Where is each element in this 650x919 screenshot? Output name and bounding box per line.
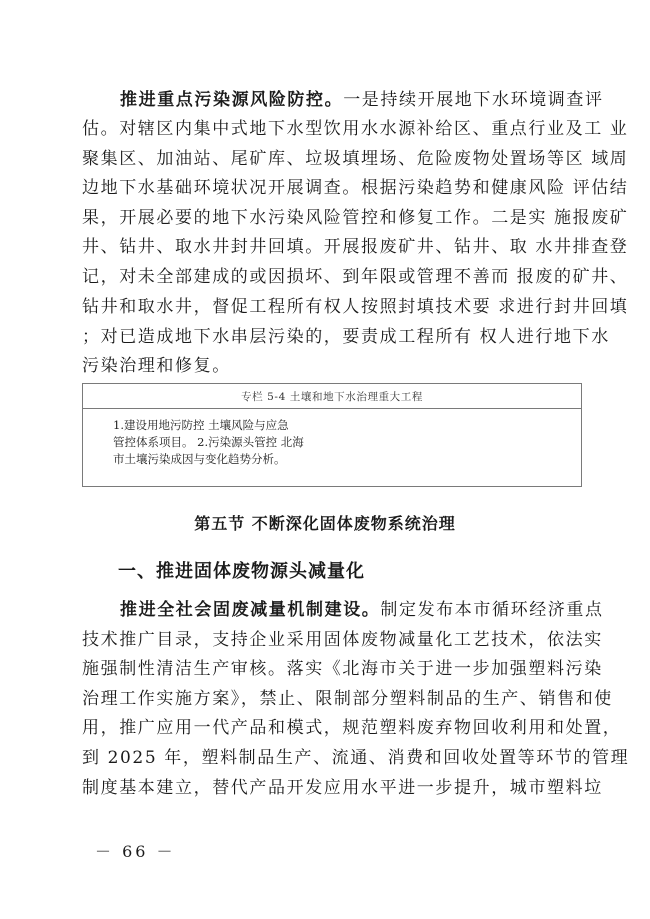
- para1-line: 污染治理和修复。: [82, 356, 231, 376]
- para1-line: 边地下水基础环境状况开展调查。根据污染趋势和健康风险 评估结: [82, 178, 629, 198]
- para2-line: 技术推广目录，支持企业采用固体废物减量化工艺技术，依法实: [82, 630, 603, 650]
- page-number: － 66 －: [95, 842, 176, 861]
- para2-first-line: [120, 600, 604, 620]
- para1-line: 聚集区、加油站、尾矿库、垃圾填埋场、危险废物处置场等区 域周: [82, 149, 629, 169]
- box-line: 市土壤污染成因与变化趋势分析。: [113, 452, 286, 466]
- box-line: 管控体系项目。 2.污染源头管控 北海: [113, 435, 304, 449]
- subsection-title: 一、推进固体废物源头减量化: [118, 561, 365, 582]
- box-line: 1.建设用地污防控 土壤风险与应急: [113, 418, 289, 432]
- para2-line: 用，推广应用一代产品和模式，规范塑料废弃物回收利用和处置，: [82, 718, 622, 738]
- para2-line: 治理工作实施方案》，禁止、限制部分塑料制品的生产、销售和使: [82, 689, 613, 709]
- section-title: 第五节 不断深化固体废物系统治理: [194, 514, 456, 533]
- para2-first-line-rest: 制定发布本市循环经济重点: [380, 600, 604, 620]
- para1-line: ；对已造成地下水串层污染的，要责成工程所有 权人进行地下水: [82, 327, 610, 347]
- para1-first-line: [120, 90, 604, 110]
- para1-line: 果，开展必要的地下水污染风险管控和修复工作。二是实 施报废矿: [82, 208, 629, 228]
- project-column-box: [82, 383, 582, 487]
- para1-line: 井、钻井、取水井封井回填。开展报废矿井、钻井、取 水井排查登: [82, 237, 629, 257]
- para1-line: 钻井和取水井，督促工程所有权人按照封填技术要 求进行封井回填: [82, 297, 629, 317]
- para2-line: 制度基本建立，替代产品开发应用水平进一步提升，城市塑料垃: [82, 778, 603, 798]
- para1-line: 估。对辖区内集中式地下水型饮用水水源补给区、重点行业及工 业: [82, 119, 629, 139]
- para1-first-line-rest: 一是持续开展地下水环境调查评: [343, 90, 604, 110]
- para1-line: 记，对未全部建成的或因损坏、到年限或管理不善而 报废的矿井、: [82, 267, 629, 287]
- para2-line: 施强制性清洁生产审核。落实《北海市关于进一步加强塑料污染: [82, 659, 603, 679]
- para1-lead: 推进重点污染源风险防控。: [120, 90, 344, 110]
- para2-line: 到 2025 年，塑料制品生产、流通、消费和回收处置等环节的管理: [82, 748, 630, 768]
- box-title: 专栏 5-4 土壤和地下水治理重大工程: [241, 391, 423, 403]
- box-divider: [83, 408, 581, 409]
- para2-lead: 推进全社会固废减量机制建设。: [120, 600, 381, 620]
